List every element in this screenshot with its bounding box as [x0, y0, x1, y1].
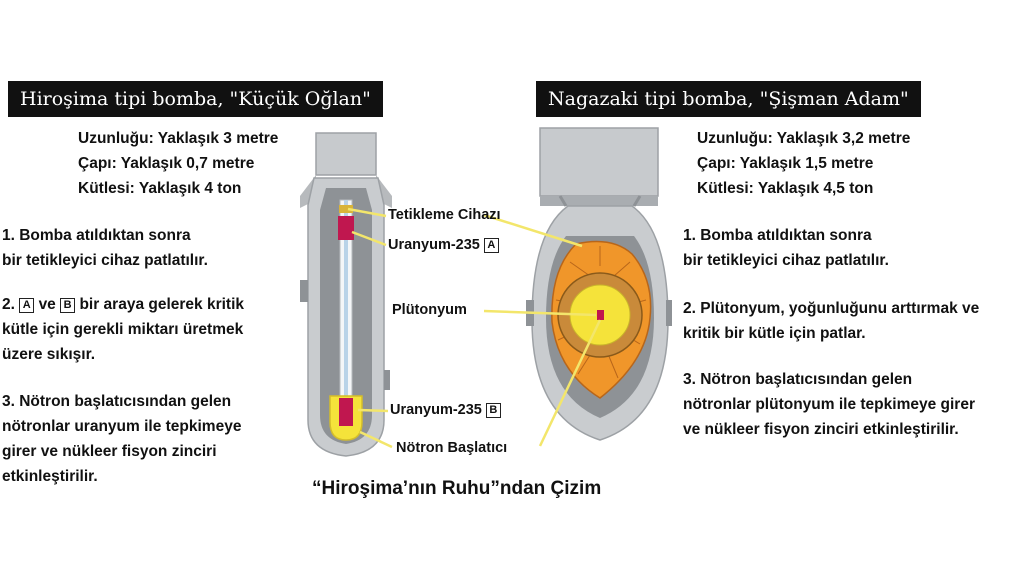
fat-man-step-3: 3. Nötron başlatıcısından gelen nötronlar plütonyum ile tepkimeye girer ve nükleer fisyon zinciri etkinleştirilir.: [683, 371, 975, 438]
label-u235-top: Uranyum-235 A: [388, 237, 499, 253]
uranium-a: [338, 216, 354, 240]
box-b-icon: B: [60, 298, 75, 313]
label-initiator: Nötron Başlatıcı: [396, 440, 508, 456]
fat-man-step-1: 1. Bomba atıldıktan sonra bir tetikleyici cihaz patlatılır.: [683, 227, 889, 269]
box-a-label-icon: A: [484, 238, 499, 253]
fat-man-diameter: Çapı: Yaklaşık 1,5 metre: [697, 155, 874, 172]
fat-man-mass: Kütlesi: Yaklaşık 4,5 ton: [697, 180, 874, 197]
little-boy-title: Hiroşima tipi bomba, "Küçük Oğlan": [8, 81, 383, 117]
little-boy-step-2: 2. A ve B bir araya gelerek kritik kütle için gerekli miktarı üretmek üzere sıkışır.: [2, 296, 245, 363]
little-boy-step-1: 1. Bomba atıldıktan sonra bir tetikleyici cihaz patlatılır.: [2, 227, 208, 269]
little-boy-tail: [316, 133, 376, 175]
label-plutonium: Plütonyum: [392, 302, 467, 318]
uranium-b: [339, 398, 353, 426]
label-trigger: Tetikleme Cihazı: [388, 207, 501, 223]
little-boy-specs: [78, 126, 278, 201]
fat-man-bomb: [526, 128, 672, 440]
box-a-icon: A: [19, 298, 34, 313]
neutron-initiator: [597, 310, 604, 320]
fat-man-tail: [540, 128, 658, 196]
little-boy-step-3: 3. Nötron başlatıcısından gelen nötronlar uranyum ile tepkimeye girer ve nükleer fisyon zinciri etkinleştirilir.: [2, 393, 242, 485]
figure-caption: “Hiroşima’nın Ruhu”ndan Çizim: [312, 478, 602, 499]
little-boy-length: Uzunluğu: Yaklaşık 3 metre: [78, 130, 279, 147]
fat-man-length: Uzunluğu: Yaklaşık 3,2 metre: [697, 130, 911, 147]
box-b-label-icon: B: [486, 403, 501, 418]
little-boy-diameter: Çapı: Yaklaşık 0,7 metre: [78, 155, 255, 172]
little-boy-mass: Kütlesi: Yaklaşık 4 ton: [78, 180, 242, 197]
fat-man-step-2: 2. Plütonyum, yoğunluğunu arttırmak ve kritik bir kütle için patlar.: [683, 300, 980, 342]
little-boy-bomb: [300, 133, 392, 456]
fat-man-title: Nagazaki tipi bomba, "Şişman Adam": [536, 81, 921, 117]
fat-man-specs: [697, 126, 910, 201]
label-u235-bottom: Uranyum-235 B: [390, 402, 501, 418]
